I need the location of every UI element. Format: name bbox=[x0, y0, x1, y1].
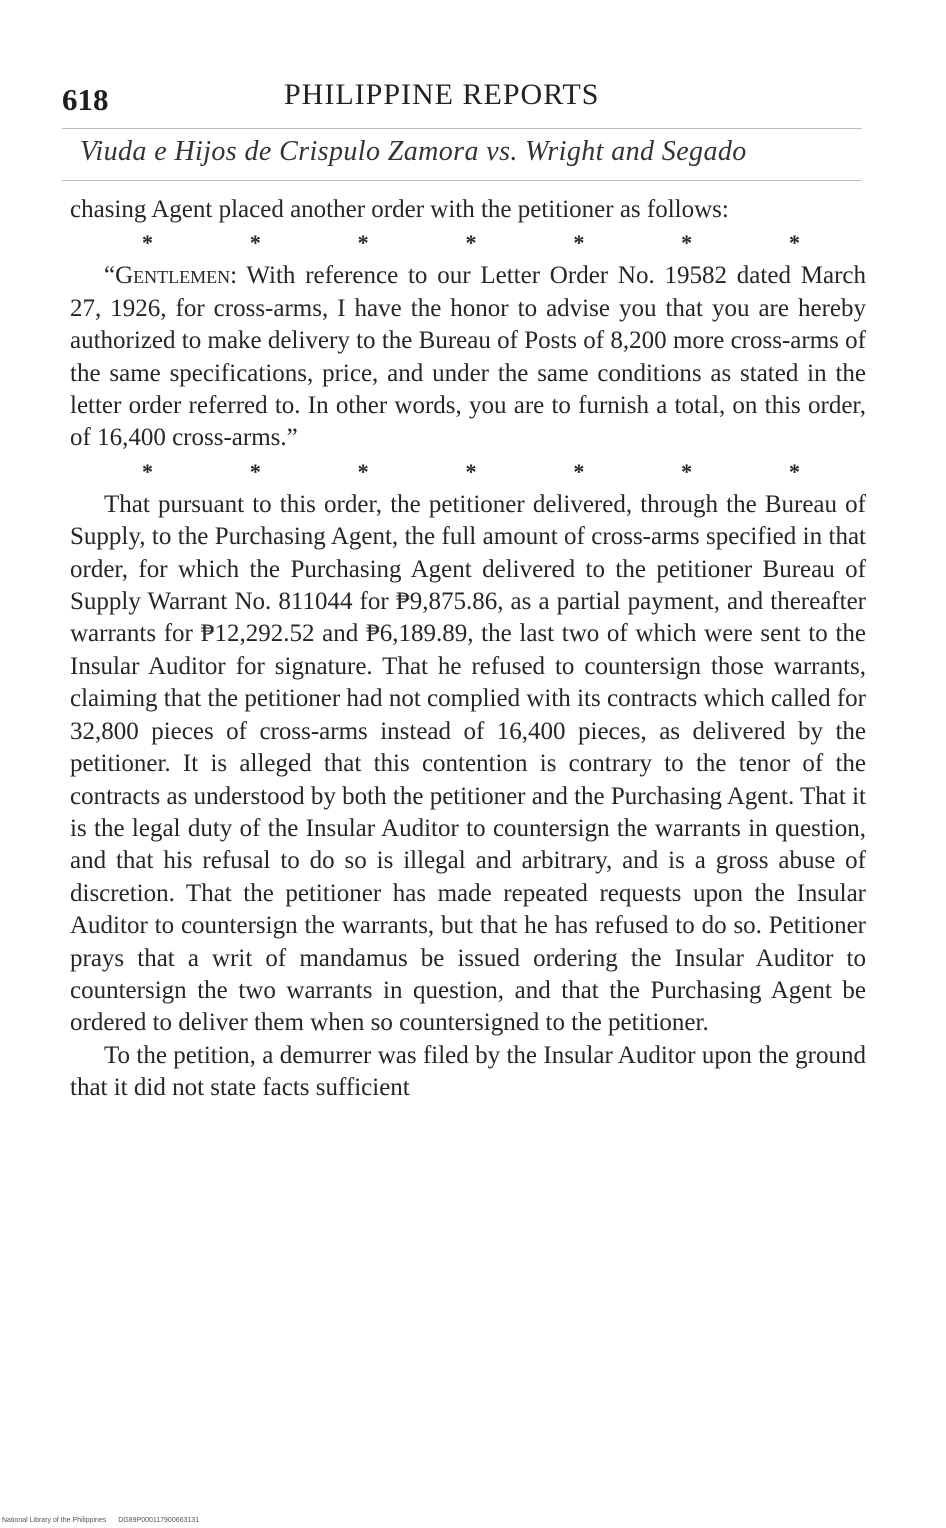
running-title: PHILIPPINE REPORTS bbox=[284, 78, 600, 111]
asterisk: * bbox=[573, 458, 585, 484]
asterisk: * bbox=[465, 230, 477, 256]
asterisk: * bbox=[681, 458, 693, 484]
paragraph-demurrer: To the petition, a demurrer was filed by the Insular Auditor upon the ground that it did not state facts sufficient bbox=[70, 1041, 866, 1102]
asterisk: * bbox=[788, 458, 800, 484]
page-header bbox=[62, 76, 862, 116]
asterisk: * bbox=[788, 230, 800, 256]
asterisk: * bbox=[142, 230, 153, 256]
asterisk: * bbox=[357, 230, 369, 256]
paragraph-allegations: That pursuant to this order, the petitioner delivered, through the Bureau of Supply, to the Purchasing Agent, the full amount of cross-arms specified in that order, for which the Purchasing Agent delivered to the petitioner Bureau of Supply Warrant No. 811044 for ₱9,875.86, as a partial payment, and thereafter warrants for ₱12,292.52 and ₱6,189.89, the last two of which were sent to the Insular Auditor for signature. That he refused to countersign those warrants, claiming that the petitioner had not complied with its contracts which called for 32,800 pieces of cross-arms instead of 16,400 pieces, as delivered by the petitioner. It is alleged that this contention is contrary to the tenor of the contracts as understood by both the petitioner and the Purchasing Agent. That it is the legal duty of the Insular Auditor to countersign the warrants in question, and that his refusal to do so is illegal and arbitrary, and is a gross abuse of discretion. That the petitioner has made repeated requests upon the Insular Auditor to countersign the warrants, but that he has refused to do so. Petitioner prays that a writ of mandamus be issued ordering the Insular Auditor to countersign the two warrants in question, and that the Purchasing Agent be ordered to deliver them when so countersigned to the petitioner. bbox=[70, 490, 866, 1037]
ellipsis-asterisks bbox=[70, 455, 866, 489]
case-title: Viuda e Hijos de Crispulo Zamora vs. Wright and Segado bbox=[80, 136, 747, 167]
ellipsis-asterisks bbox=[70, 226, 866, 260]
asterisk: * bbox=[249, 230, 261, 256]
asterisk: * bbox=[573, 230, 585, 256]
body-text bbox=[70, 194, 866, 1105]
asterisk: * bbox=[465, 458, 477, 484]
paragraph-continuation: chasing Agent placed another order with the petitioner as follows: bbox=[70, 196, 729, 223]
letter-salutation: “Gentlemen: bbox=[104, 262, 238, 290]
footer-code: DG89P000117900663131 bbox=[118, 1517, 200, 1524]
asterisk: * bbox=[681, 230, 693, 256]
asterisk: * bbox=[357, 458, 369, 484]
header-rule-top bbox=[62, 128, 862, 129]
page-number: 618 bbox=[62, 82, 109, 117]
scan-footer bbox=[2, 1517, 199, 1524]
asterisk: * bbox=[249, 458, 261, 484]
footer-library: National Library of the Philippines bbox=[2, 1517, 107, 1524]
quoted-letter bbox=[70, 260, 866, 454]
asterisk: * bbox=[142, 458, 153, 484]
letter-body: With reference to our Letter Order No. 19582 dated March 27, 1926, for cross-arms, I have the honor to advise you that you are hereby authorized to make delivery to the Bureau of Posts of 8,200 more cross-arms of the same specifications, price, and under the same conditions as stated in the letter order referred to. In other words, you are to furnish a total, on this order, of 16,400 cross-arms.” bbox=[70, 262, 866, 452]
header-rule-bottom bbox=[62, 180, 862, 181]
